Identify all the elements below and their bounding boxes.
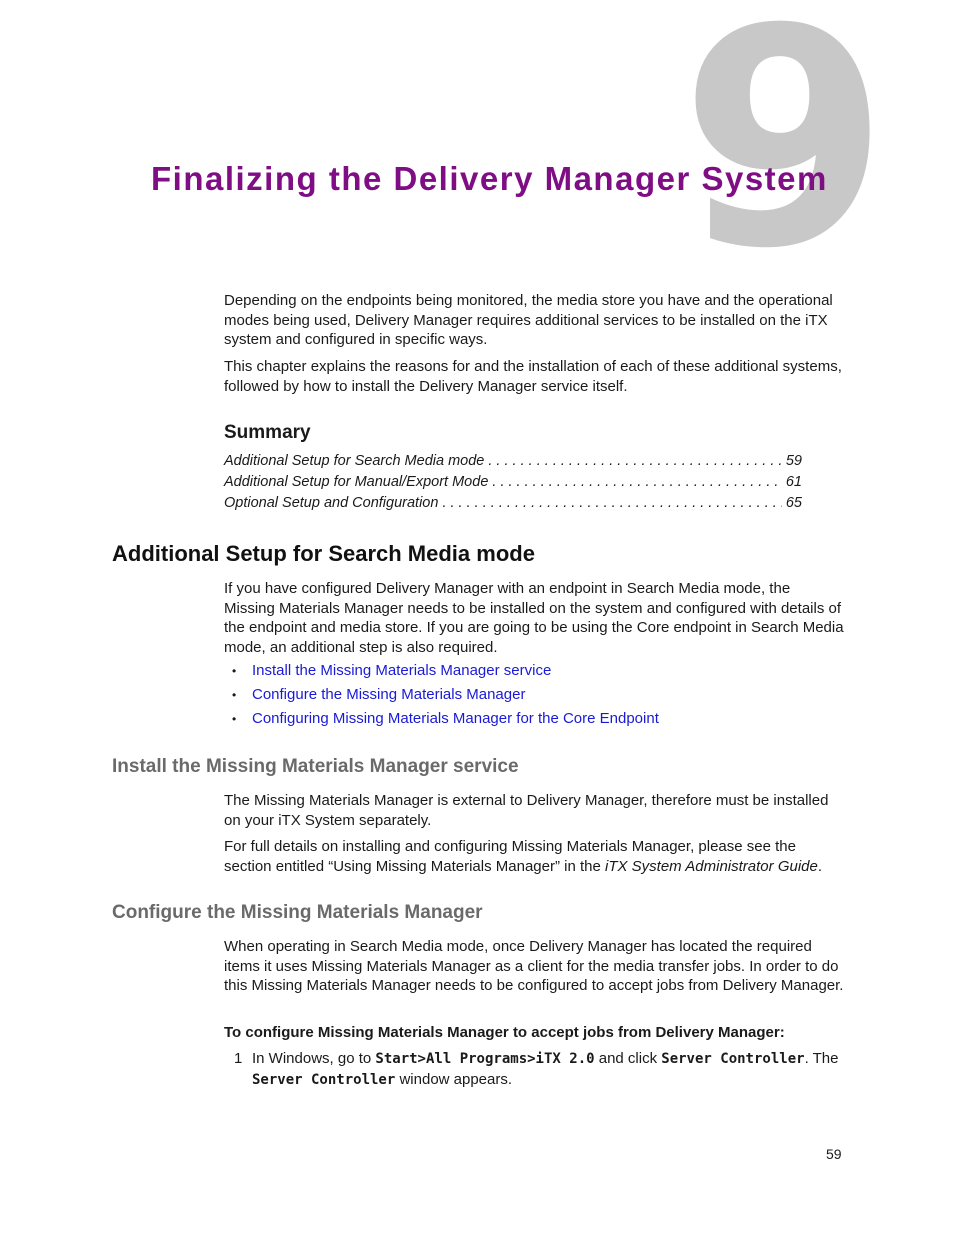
intro-paragraph-2: This chapter explains the reasons for and the installation of each of these additional systems, followed by how to install the Delivery Manager service itself. bbox=[224, 358, 842, 395]
toc-entry-title[interactable]: Additional Setup for Manual/Export Mode bbox=[224, 474, 489, 490]
toc-entry-page[interactable]: 65 bbox=[785, 495, 802, 511]
procedure-heading: To configure Missing Materials Manager to accept jobs from Delivery Manager: bbox=[224, 1024, 785, 1041]
menu-path: Start>All Programs>iTX 2.0 bbox=[375, 1051, 595, 1067]
summary-toc bbox=[224, 453, 802, 516]
text-run: For full details on installing and configuring Missing Materials Manager, please see the section entitled “Using Missing Materials Manager” in the bbox=[224, 838, 796, 875]
section2-paragraph-2 bbox=[224, 837, 844, 876]
section-heading-install-mmm: Install the Missing Materials Manager service bbox=[112, 756, 519, 777]
step-number: 1 bbox=[234, 1050, 243, 1067]
ui-control-name: Server Controller bbox=[661, 1051, 805, 1067]
toc-entry-title[interactable]: Optional Setup and Configuration bbox=[224, 495, 439, 511]
toc-entry-title[interactable]: Additional Setup for Search Media mode bbox=[224, 453, 485, 469]
toc-entry-page[interactable]: 59 bbox=[785, 453, 802, 469]
text-run: . The bbox=[804, 1050, 839, 1067]
section2-paragraph-1: The Missing Materials Manager is external to Delivery Manager, therefore must be installed on your iTX System separately. bbox=[224, 792, 829, 829]
link-install-mmm[interactable]: Install the Missing Materials Manager service bbox=[252, 662, 552, 679]
step-text bbox=[252, 1049, 844, 1090]
text-run: window appears. bbox=[395, 1070, 513, 1088]
toc-leader bbox=[442, 495, 781, 511]
list-item bbox=[232, 709, 659, 733]
list-item bbox=[232, 661, 659, 685]
toc-entry[interactable] bbox=[224, 474, 802, 495]
link-configure-mmm[interactable]: Configure the Missing Materials Manager bbox=[252, 686, 526, 703]
intro-paragraph-1: Depending on the endpoints being monitored, the media store you have and the operational modes being used, Delivery Manager requires additional services to be installed on the iTX system and configured in specific ways. bbox=[224, 292, 833, 348]
section1-link-list bbox=[232, 661, 659, 733]
toc-leader bbox=[488, 453, 782, 469]
section1-paragraph: If you have configured Delivery Manager with an endpoint in Search Media mode, the Missing Materials Manager needs to be installed on the system and configured with details of the endpoint and media store. If you are going to be using the Core endpoint in Search Media mode, an additional step is also required. bbox=[224, 580, 844, 656]
guide-reference: iTX System Administrator Guide bbox=[605, 857, 818, 875]
chapter-number: 9 bbox=[680, 0, 885, 314]
chapter-title: Finalizing the Delivery Manager System bbox=[151, 160, 828, 197]
text-run: . bbox=[817, 857, 823, 875]
toc-entry[interactable] bbox=[224, 453, 802, 474]
bullet-icon: • bbox=[232, 688, 237, 702]
bullet-icon: • bbox=[232, 664, 237, 678]
section-heading-configure-mmm: Configure the Missing Materials Manager bbox=[112, 902, 483, 923]
summary-heading: Summary bbox=[224, 422, 311, 443]
procedure-step bbox=[234, 1049, 844, 1090]
section3-paragraph: When operating in Search Media mode, once Delivery Manager has located the required items it uses Missing Materials Manager as a client for the media transfer jobs. In order to do this Missing Materials Manager needs to be configured to accept jobs from Delivery Manager. bbox=[224, 938, 844, 994]
toc-entry-page[interactable]: 61 bbox=[785, 474, 802, 490]
text-run: In Windows, go to bbox=[252, 1050, 376, 1067]
ui-window-name: Server Controller bbox=[252, 1071, 396, 1088]
list-item bbox=[232, 685, 659, 709]
section-heading-search-media: Additional Setup for Search Media mode bbox=[112, 541, 535, 566]
toc-leader bbox=[492, 474, 781, 490]
text-run: and click bbox=[594, 1050, 662, 1067]
link-configure-mmm-core[interactable]: Configuring Missing Materials Manager for the Core Endpoint bbox=[252, 710, 659, 727]
bullet-icon: • bbox=[232, 712, 237, 726]
page-number: 59 bbox=[826, 1146, 842, 1162]
toc-entry[interactable] bbox=[224, 495, 802, 516]
